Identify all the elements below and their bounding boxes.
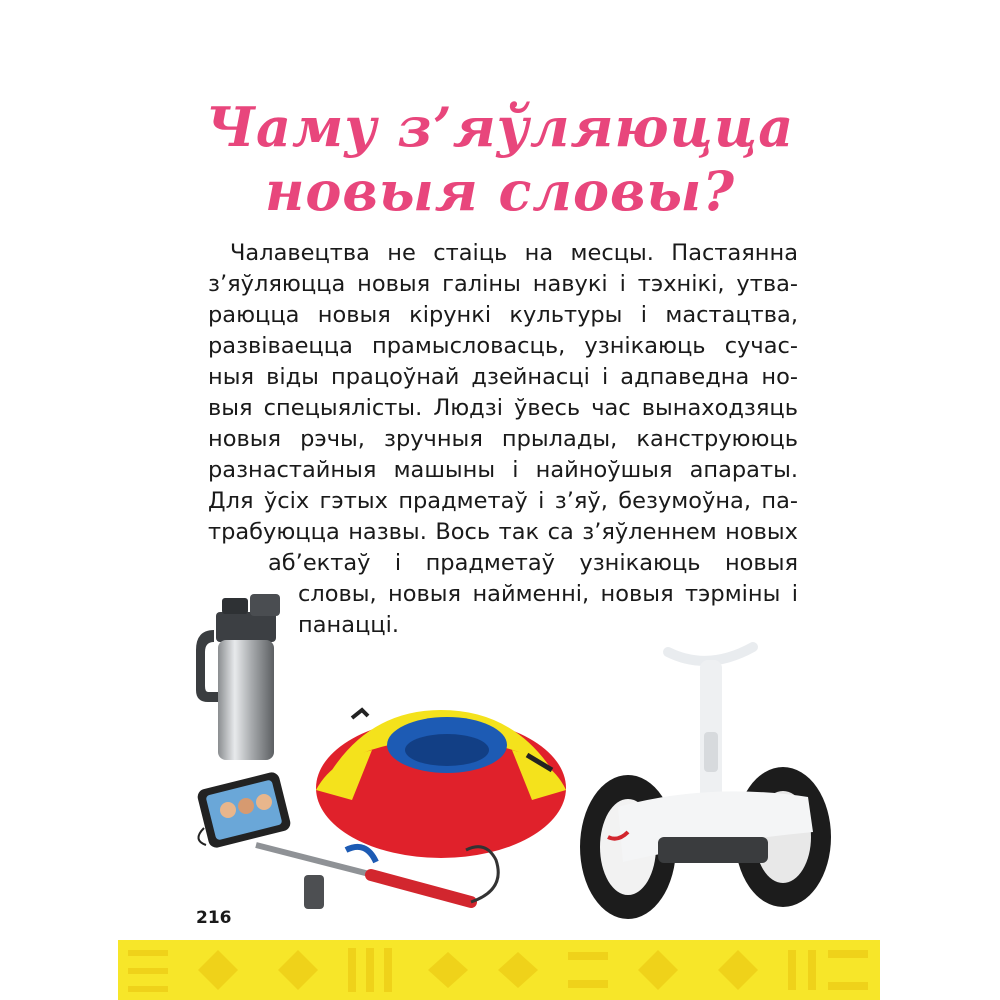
title-line-1: Чаму з’яўляюцца — [205, 95, 795, 159]
title-line-2: новыя словы? — [264, 159, 736, 223]
body-line: разнастайныя машыны і найноўшыя апараты. — [208, 457, 798, 483]
body-line: трабуюцца назвы. Вось так са з’яўленнем новых — [208, 519, 798, 545]
selfie-stick-image — [196, 770, 516, 915]
page-number: 216 — [196, 908, 232, 928]
self-balancing-scooter-image — [578, 632, 838, 922]
body-line: ныя віды працоўнай дзейнасці і адпаведна но- — [208, 364, 798, 390]
body-line: аб’ектаў і прадметаў узнікаюць новыя — [268, 550, 798, 576]
thermo-mug-image — [192, 590, 284, 765]
body-line: новыя рэчы, зручныя прылады, канструююць — [208, 426, 798, 452]
body-line: развіваецца прамысловасць, узнікаюць сучас- — [208, 333, 798, 359]
body-line: панаццi. — [298, 612, 400, 638]
body-paragraph — [208, 238, 798, 641]
page-title — [0, 95, 1000, 223]
body-line: Для ўсіх гэтых прадметаў і з’яў, безумоўна, па- — [208, 488, 798, 514]
body-line: словы, новыя найменні, новыя тэрміны і — [298, 581, 798, 607]
body-line: з’яўляюцца новыя галіны навукі і тэхнікі, утва- — [208, 271, 798, 297]
decorative-ornament-band — [118, 940, 880, 1000]
body-line: выя спецыялісты. Людзі ўвесь час вынаходзяць — [208, 395, 798, 421]
body-line: Чалавецтва не стаіць на месцы. Пастаянна — [230, 240, 798, 266]
body-line: раюцца новыя кірункі культуры і мастацтва, — [208, 302, 798, 328]
